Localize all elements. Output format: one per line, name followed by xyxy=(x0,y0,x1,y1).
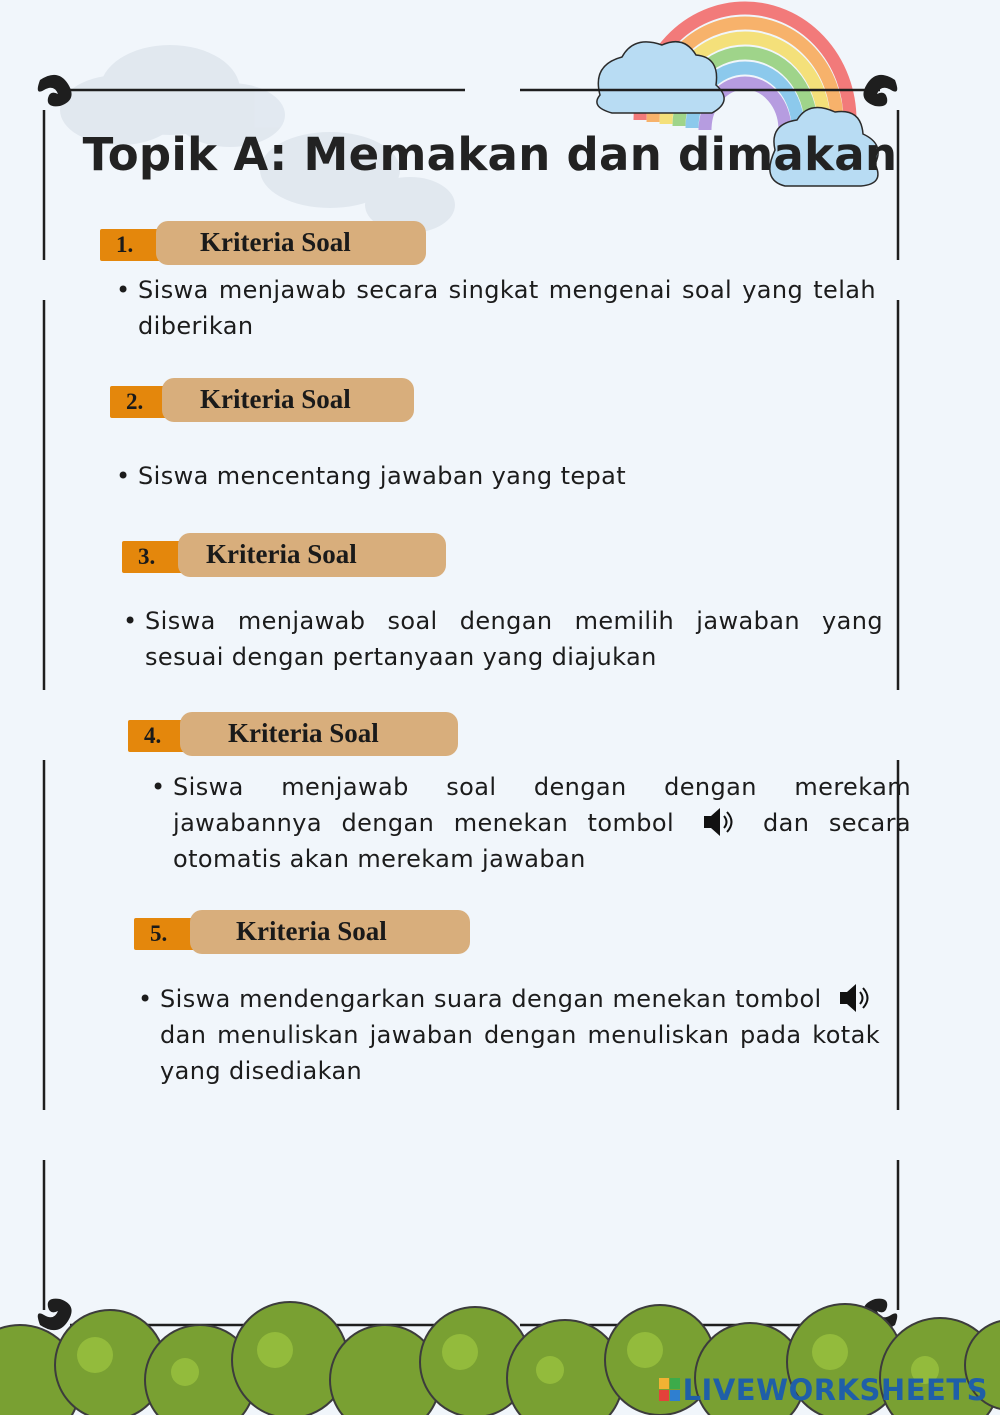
criteria-number: 2. xyxy=(110,386,188,418)
speaker-icon xyxy=(702,805,736,839)
criteria-description: Siswa menjawab soal dengan memilih jawaban yang sesuai dengan pertanyaan yang diajukan xyxy=(145,607,883,671)
criteria-number: 4. xyxy=(128,720,206,752)
bullet-icon: • xyxy=(116,276,131,304)
liveworksheets-logo-icon xyxy=(659,1378,681,1402)
bullet-icon: • xyxy=(138,985,153,1013)
criteria-label: Kriteria Soal xyxy=(190,910,470,954)
criteria-label: Kriteria Soal xyxy=(178,533,446,577)
criteria-text-2 xyxy=(116,458,876,494)
criteria-description-end: dan menuliskan jawaban dengan menuliskan pada kotak yang disediakan xyxy=(160,1021,880,1085)
criteria-number: 5. xyxy=(134,918,214,950)
criteria-description-start: Siswa menjawab soal dengan dengan merekam jawabannya dengan menekan tombol xyxy=(173,773,911,837)
brand-text: LIVEWORKSHEETS xyxy=(682,1373,988,1407)
criteria-text-4 xyxy=(151,769,912,877)
bullet-icon: • xyxy=(116,462,131,490)
bullet-icon: • xyxy=(151,773,166,801)
liveworksheets-brand[interactable] xyxy=(659,1373,988,1407)
criteria-description: Siswa menjawab secara singkat mengenai soal yang telah diberikan xyxy=(138,276,876,340)
criteria-description-end: dan secara otomatis akan merekam jawaban xyxy=(173,809,912,873)
criteria-header-4 xyxy=(128,712,460,756)
criteria-description: Siswa mencentang jawaban yang tepat xyxy=(138,462,627,490)
criteria-header-1 xyxy=(100,221,430,265)
criteria-text-5 xyxy=(138,981,880,1089)
criteria-number: 1. xyxy=(100,229,180,261)
speaker-icon xyxy=(838,981,872,1015)
criteria-label: Kriteria Soal xyxy=(156,221,426,265)
criteria-label: Kriteria Soal xyxy=(180,712,458,756)
criteria-header-3 xyxy=(122,533,448,577)
criteria-description-start: Siswa mendengarkan suara dengan menekan tombol xyxy=(160,985,822,1013)
criteria-label: Kriteria Soal xyxy=(162,378,414,422)
page-title: Topik A: Memakan dan dimakan xyxy=(82,128,898,181)
criteria-header-5 xyxy=(134,910,472,954)
criteria-header-2 xyxy=(110,378,418,422)
bullet-icon: • xyxy=(123,607,138,635)
criteria-text-3 xyxy=(123,603,883,675)
criteria-number: 3. xyxy=(122,541,202,573)
criteria-text-1 xyxy=(116,272,876,344)
